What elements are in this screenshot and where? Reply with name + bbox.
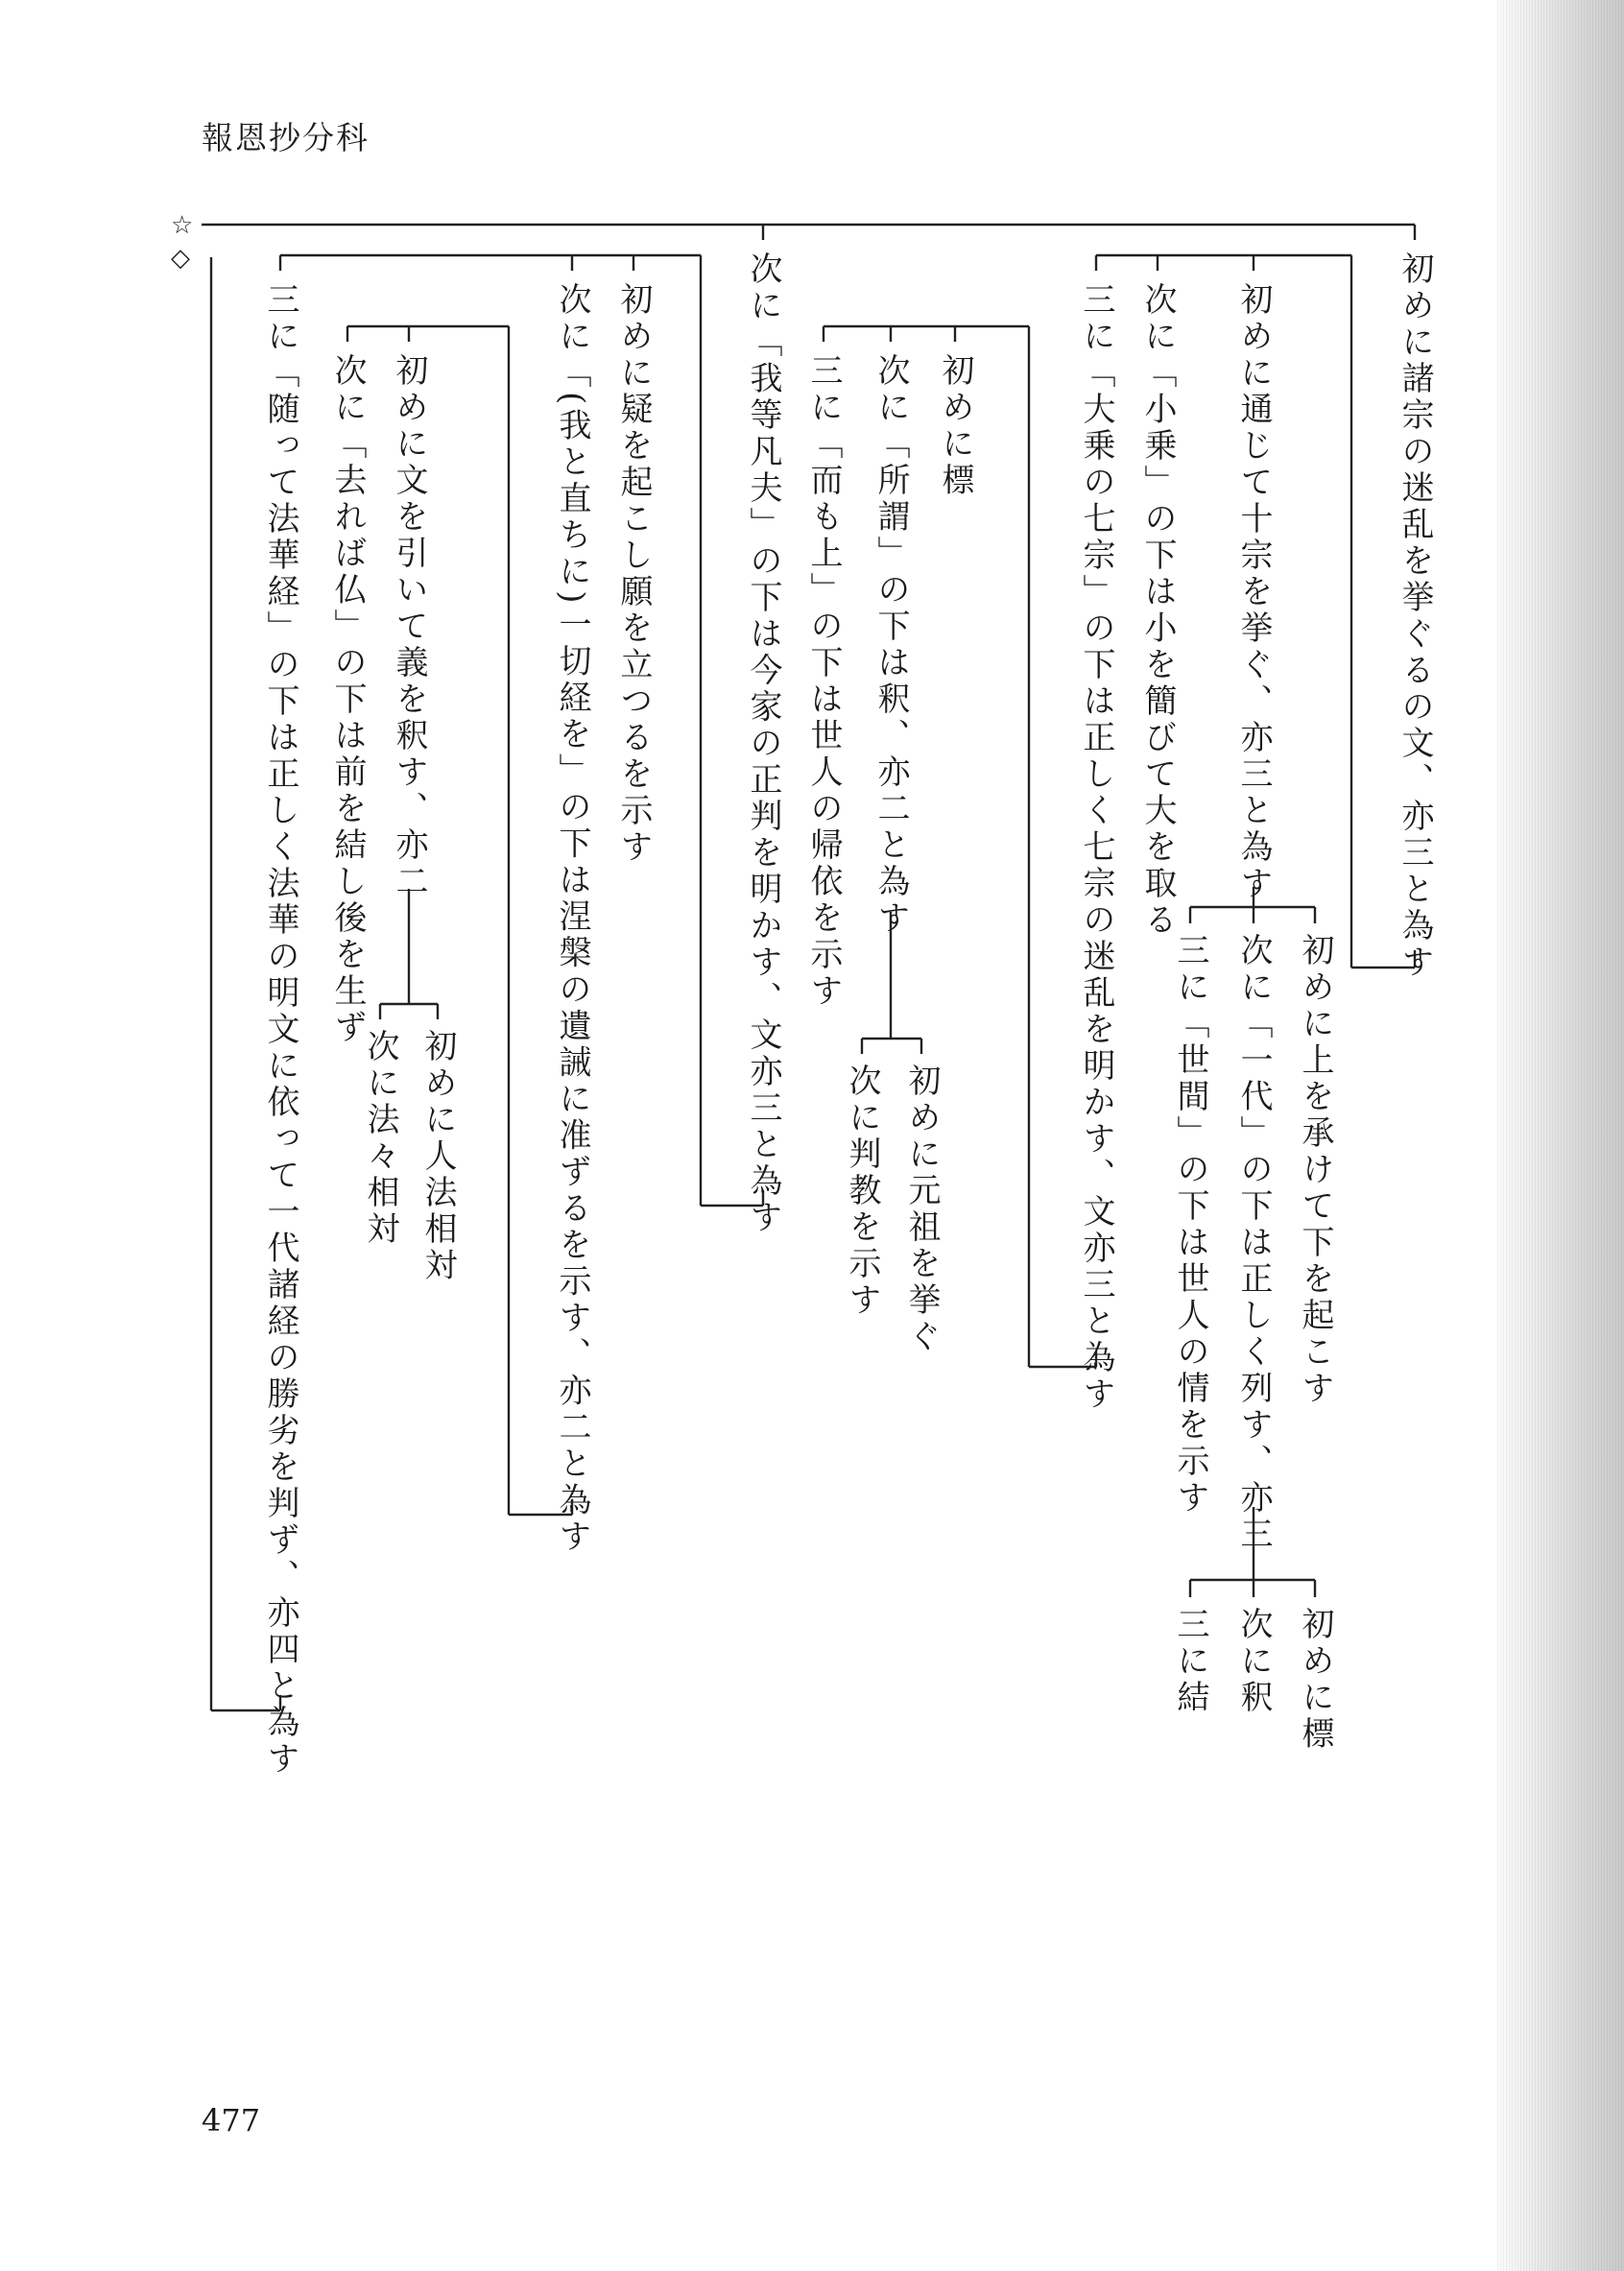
outline-item-a1a: 初めに上を承けて下を起こす xyxy=(1296,933,1334,1407)
outline-item-c2b: 次に「去れば仏」の下は前を結し後を生ず xyxy=(328,353,367,1046)
outline-item-c1: 初めに疑を起こし願を立つるを示す xyxy=(614,282,653,866)
outline-item-a2: 次に「小乗」の下は小を簡びて大を取る xyxy=(1138,282,1177,939)
outline-item-c2: 次に「(我と直ちに)一切経を」の下は涅槃の遺誡に准ずるを示す、亦二と為す xyxy=(553,282,591,1556)
outline-item-a1: 初めに通じて十宗を挙ぐ、亦三と為す xyxy=(1234,282,1273,902)
outline-item-c2a1: 初めに人法相対 xyxy=(418,1029,457,1284)
outline-item-a3: 三に「大乗の七宗」の下は正しく七宗の迷乱を明かす、文亦三と為す xyxy=(1077,282,1115,1413)
outline-item-b2a: 初めに元祖を挙ぐ xyxy=(902,1064,941,1355)
outline-item-b: 次に「我等凡夫」の下は今家の正判を明かす、文亦三と為す xyxy=(744,251,782,1236)
outline-item-c2a2: 次に法々相対 xyxy=(361,1029,399,1248)
outline-item-a1b3: 三に結 xyxy=(1171,1607,1209,1716)
outline-item-b2b: 次に判教を示す xyxy=(843,1064,881,1319)
page-number: 477 xyxy=(202,2102,261,2139)
outline-item-a: 初めに諸宗の迷乱を挙ぐるの文、亦三と為す xyxy=(1396,251,1434,981)
star-marker: ☆ xyxy=(171,211,194,240)
outline-item-b2: 次に「所謂」の下は釈、亦二と為す xyxy=(872,353,910,937)
diamond-marker: ◇ xyxy=(171,244,190,273)
outline-item-a1b1: 初めに標 xyxy=(1296,1607,1334,1753)
outline-item-b1: 初めに標 xyxy=(936,353,974,499)
outline-item-a1b2: 次に釈 xyxy=(1234,1607,1273,1716)
outline-item-c2a: 初めに文を引いて義を釈す、亦二 xyxy=(390,353,428,900)
outline-item-a1b: 次に「一代」の下は正しく列す、亦三 xyxy=(1234,933,1273,1553)
running-head: 報恩抄分科 xyxy=(202,119,370,156)
outline-item-b3: 三に「而も上」の下は世人の帰依を示す xyxy=(804,353,843,1010)
outline-item-c3: 三に「随って法華経」の下は正しく法華の明文に依って一代諸経の勝劣を判ず、亦四と為す xyxy=(261,282,299,1778)
outline-item-a1c: 三に「世間」の下は世人の情を示す xyxy=(1171,933,1209,1517)
